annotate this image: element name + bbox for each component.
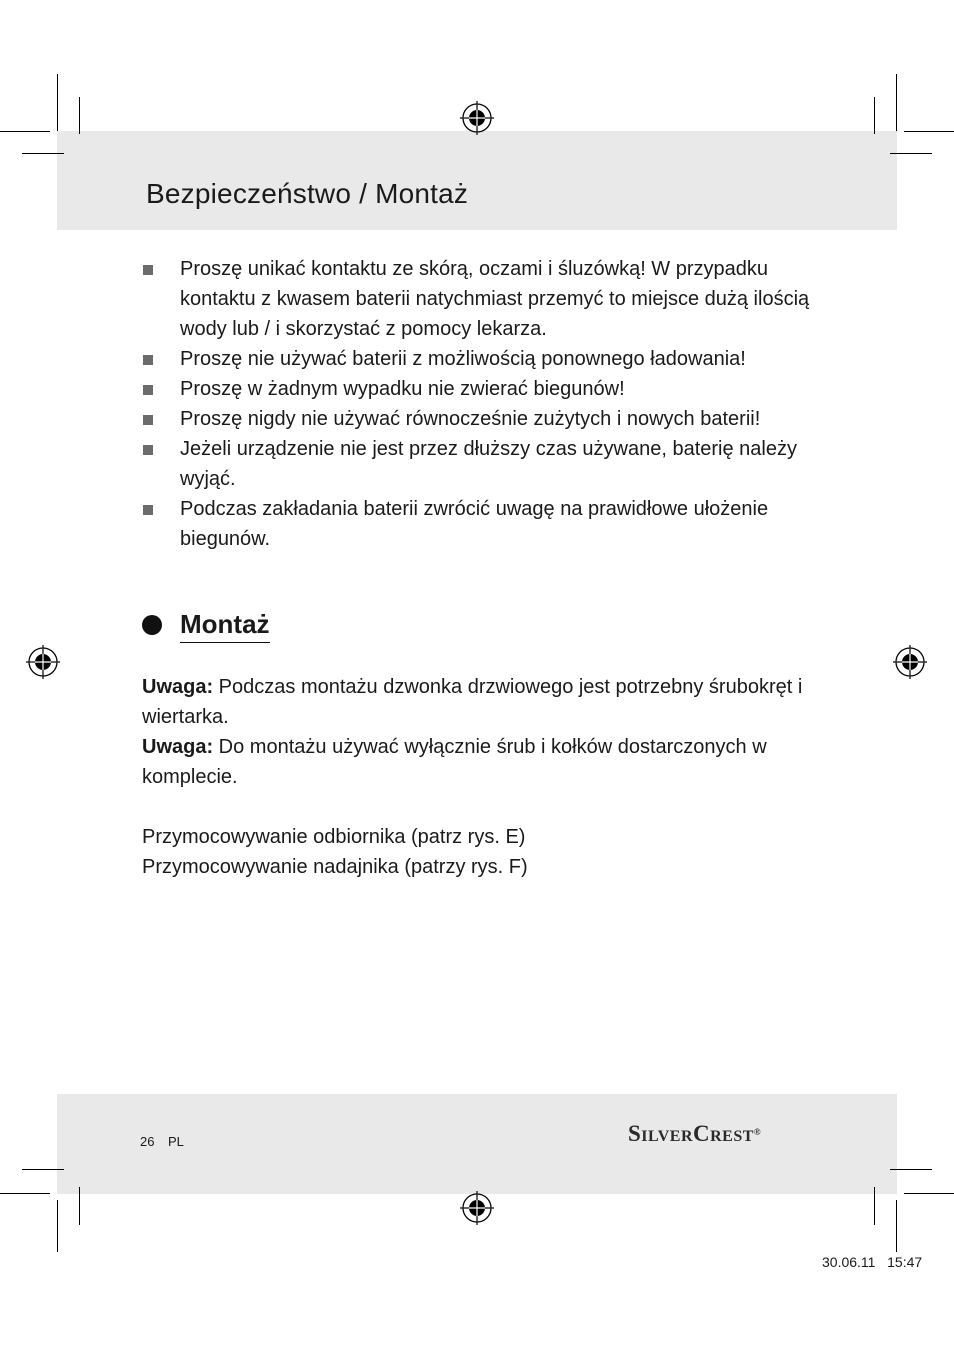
crop-mark bbox=[890, 153, 932, 154]
step-line: Przymocowywanie odbiornika (patrz rys. E) bbox=[142, 826, 526, 848]
crop-mark bbox=[22, 1169, 64, 1170]
crop-mark bbox=[0, 1193, 50, 1194]
registered-mark: ® bbox=[753, 1127, 762, 1137]
page-title: Bezpieczeństwo / Montaż bbox=[146, 178, 469, 209]
list-item bbox=[142, 404, 832, 434]
square-bullet-icon bbox=[143, 445, 153, 455]
note-label: Uwaga: bbox=[142, 736, 214, 758]
crop-mark bbox=[904, 131, 954, 132]
note-text: Do montażu używać wyłącznie śrub i kołków dostarczonych w komplecie. bbox=[142, 736, 767, 788]
bullet-text: Proszę w żadnym wypadku nie zwierać biegunów! bbox=[180, 378, 625, 400]
square-bullet-icon bbox=[143, 385, 153, 395]
note-text: Podczas montażu dzwonka drzwiowego jest potrzebny śrubokręt i wiertarka. bbox=[142, 676, 803, 728]
crop-mark bbox=[896, 74, 897, 131]
square-bullet-icon bbox=[143, 355, 153, 365]
bullet-text: Jeżeli urządzenie nie jest przez dłuższy czas używane, baterię należy wyjąć. bbox=[180, 438, 797, 490]
note-paragraph bbox=[142, 672, 832, 732]
filled-circle-icon bbox=[142, 615, 162, 635]
brand-name: SilverCrest bbox=[628, 1121, 754, 1146]
crop-mark bbox=[0, 131, 50, 132]
crop-mark bbox=[22, 153, 64, 154]
registration-mark-icon bbox=[893, 645, 927, 679]
square-bullet-icon bbox=[143, 265, 153, 275]
square-bullet-icon bbox=[143, 505, 153, 515]
crop-mark bbox=[57, 1200, 58, 1252]
crop-mark bbox=[904, 1193, 954, 1194]
registration-mark-icon bbox=[26, 645, 60, 679]
crop-mark bbox=[890, 1169, 932, 1170]
crop-mark bbox=[57, 74, 58, 131]
bullet-text: Podczas zakładania baterii zwrócić uwagę na prawidłowe ułożenie biegunów. bbox=[180, 498, 769, 550]
registration-mark-icon bbox=[460, 1191, 494, 1225]
list-item bbox=[142, 494, 832, 554]
crop-mark bbox=[874, 97, 875, 134]
brand-logo bbox=[628, 1121, 818, 1157]
crop-mark bbox=[874, 1187, 875, 1225]
note-label: Uwaga: bbox=[142, 676, 214, 698]
list-item bbox=[142, 374, 832, 404]
list-item bbox=[142, 344, 832, 374]
list-item bbox=[142, 254, 832, 344]
crop-mark bbox=[79, 97, 80, 134]
section-title: Montaż bbox=[180, 609, 270, 643]
note-paragraph bbox=[142, 732, 832, 792]
registration-mark-icon bbox=[460, 101, 494, 135]
square-bullet-icon bbox=[143, 415, 153, 425]
bullet-text: Proszę nie używać baterii z możliwością ponownego ładowania! bbox=[180, 348, 746, 370]
page-language: PL bbox=[168, 1134, 184, 1149]
step-line: Przymocowywanie nadajnika (patrzy rys. F) bbox=[142, 856, 528, 878]
bullet-text: Proszę unikać kontaktu ze skórą, oczami i śluzówką! W przypadku kontaktu z kwasem baterii natychmiast przemyć to miejsce dużą ilością wody lub / i skorzystać z pomocy lekarza. bbox=[180, 258, 810, 340]
safety-bullet-list bbox=[142, 254, 832, 554]
crop-mark bbox=[896, 1200, 897, 1252]
bullet-text: Proszę nigdy nie używać równocześnie zużytych i nowych baterii! bbox=[180, 408, 761, 430]
print-timestamp: 30.06.11 15:47 bbox=[822, 1254, 923, 1270]
list-item bbox=[142, 434, 832, 494]
page-number: 26 bbox=[140, 1134, 155, 1149]
crop-mark bbox=[79, 1187, 80, 1225]
